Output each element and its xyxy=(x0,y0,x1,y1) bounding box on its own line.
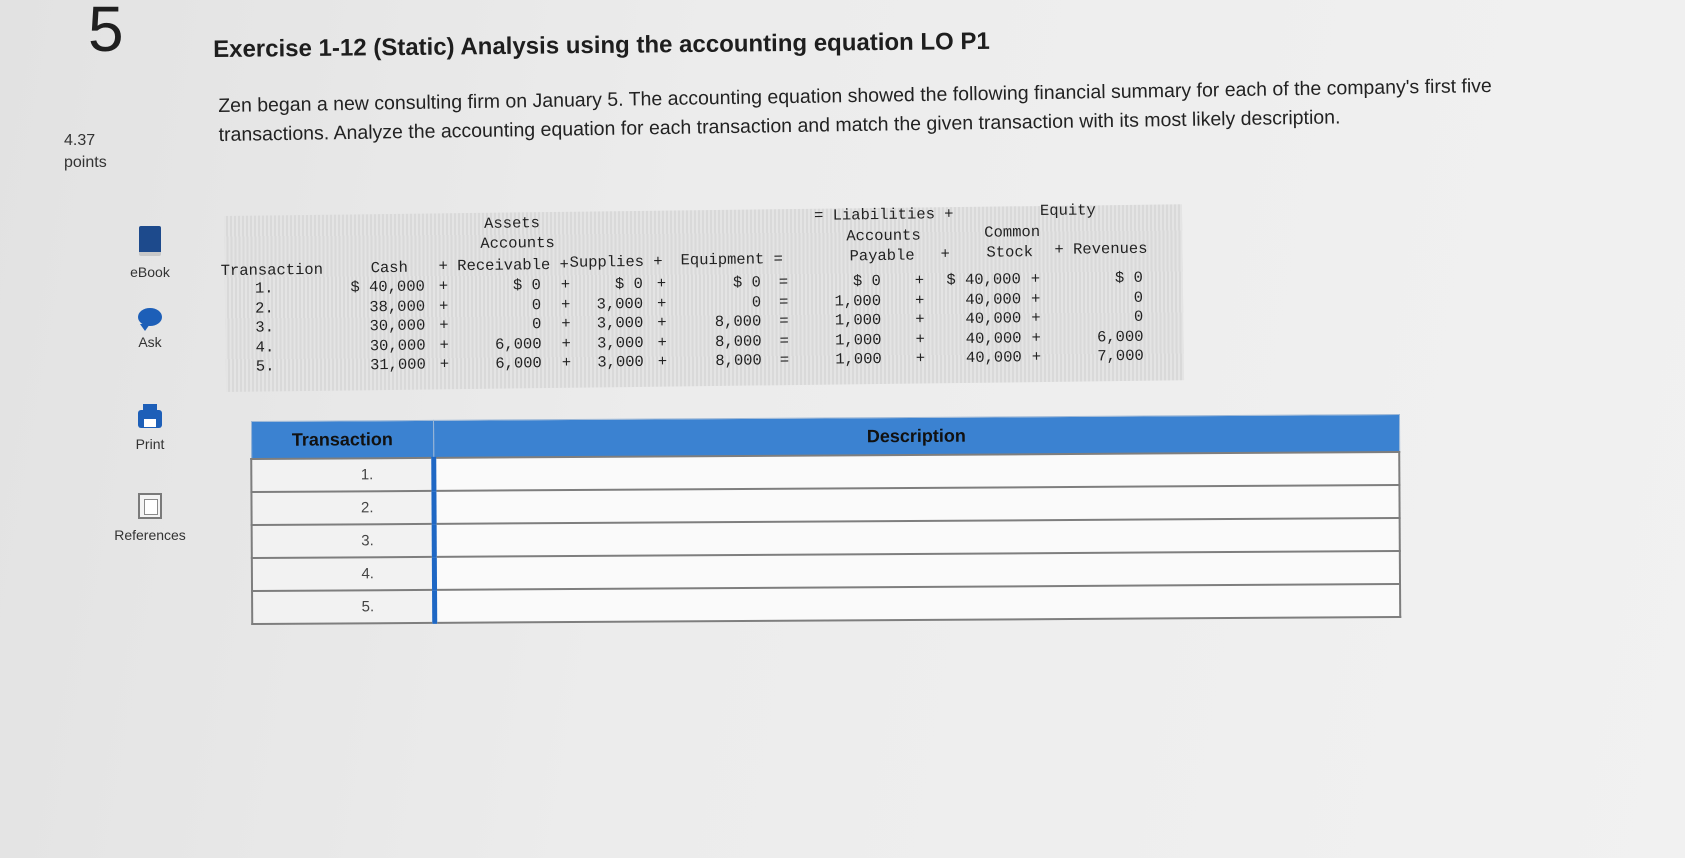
cell-operator: + xyxy=(914,290,925,310)
cell-common-stock: 40,000 xyxy=(965,289,1022,309)
ask-link[interactable] xyxy=(95,308,205,350)
cell-operator: + xyxy=(560,295,571,314)
cell-supplies: 3,000 xyxy=(596,333,644,352)
col-transaction: Transaction xyxy=(220,260,324,281)
cell-equals: = xyxy=(778,273,789,292)
cell-operator: + xyxy=(915,349,926,368)
cell-payable: $ 0 xyxy=(852,271,881,291)
cell-common-stock: 40,000 xyxy=(965,348,1022,367)
match-row-number: 3. xyxy=(252,524,435,558)
cell-equals: = xyxy=(779,312,789,331)
match-row-number: 2. xyxy=(251,491,434,525)
assets-header: Assets xyxy=(484,214,541,233)
cell-receivable: $ 0 xyxy=(512,276,541,295)
cell-operator: + xyxy=(657,352,668,371)
cell-operator: + xyxy=(1030,289,1041,308)
cell-cash: 31,000 xyxy=(369,355,426,375)
match-row-number: 1. xyxy=(251,458,434,492)
match-row-number: 4. xyxy=(252,557,435,591)
cell-transaction: 1. xyxy=(254,279,274,298)
cell-operator: + xyxy=(656,274,667,293)
references-icon xyxy=(138,493,162,519)
cell-common-stock: 40,000 xyxy=(965,328,1022,348)
cell-receivable: 6,000 xyxy=(494,334,542,354)
chat-bubble-icon xyxy=(138,308,162,326)
cell-equals: = xyxy=(779,351,790,370)
cell-supplies: 3,000 xyxy=(596,294,644,313)
cell-cash: 38,000 xyxy=(369,297,426,316)
cell-equipment: 8,000 xyxy=(714,331,762,351)
cell-equipment: 8,000 xyxy=(714,312,762,332)
cell-supplies: 3,000 xyxy=(597,352,644,372)
cell-operator: + xyxy=(657,333,667,352)
cell-operator: + xyxy=(561,353,572,372)
cell-supplies: 3,000 xyxy=(596,313,644,333)
cell-revenues: $ 0 xyxy=(1114,268,1143,288)
match-row xyxy=(252,584,1400,624)
col-revenues: + Revenues xyxy=(1054,239,1148,259)
cell-transaction: 2. xyxy=(255,298,274,318)
cell-revenues: 0 xyxy=(1133,288,1144,307)
cell-receivable: 6,000 xyxy=(495,354,542,373)
cell-operator: + xyxy=(915,329,925,349)
cell-operator: + xyxy=(657,313,667,332)
cell-operator: + xyxy=(439,296,449,315)
cell-common-stock: 40,000 xyxy=(965,309,1022,328)
equity-header: Equity xyxy=(1039,201,1096,221)
cell-equipment: 8,000 xyxy=(715,351,762,371)
cell-operator: + xyxy=(915,310,925,329)
ebook-label: eBook xyxy=(130,264,170,280)
cell-operator: + xyxy=(1031,348,1042,367)
ebook-link[interactable] xyxy=(95,226,205,280)
common-label: Common xyxy=(984,223,1041,242)
cell-transaction: 5. xyxy=(255,357,275,376)
cell-payable: 1,000 xyxy=(835,349,882,369)
col-cash: Cash xyxy=(370,258,408,278)
exercise-title: Exercise 1-12 (Static) Analysis using the accounting equation LO P1 xyxy=(213,27,990,63)
exercise-prompt: Zen began a new consulting firm on January 5. The accounting equation showed the following financial summary for each of the company's first five transactions. Analyze the accounting equation for each transaction and match the given transaction with its most likely description. xyxy=(218,74,1492,146)
cell-operator: + xyxy=(439,316,449,335)
cell-revenues: 0 xyxy=(1133,307,1144,326)
col-payable: Payable xyxy=(849,246,915,266)
cell-cash: 30,000 xyxy=(369,316,426,336)
cell-receivable: 0 xyxy=(531,315,542,334)
col-plus: + xyxy=(940,245,950,264)
col-supplies: Supplies + xyxy=(569,252,663,272)
question-number: 5 xyxy=(88,0,124,65)
cell-equipment: 0 xyxy=(751,292,762,312)
liabilities-header: = Liabilities + xyxy=(813,205,954,225)
cell-operator: + xyxy=(1031,309,1041,328)
accounts-label-assets: Accounts xyxy=(480,233,555,253)
cell-operator: + xyxy=(656,294,667,313)
ask-label: Ask xyxy=(138,334,162,350)
cell-revenues: 7,000 xyxy=(1097,346,1144,366)
cell-operator: + xyxy=(439,335,450,354)
cell-cash: 30,000 xyxy=(369,336,426,355)
cell-receivable: 0 xyxy=(531,295,542,314)
cell-operator: + xyxy=(561,334,572,353)
col-receivable: + Receivable + xyxy=(438,255,569,276)
cell-equals: = xyxy=(778,292,789,311)
col-equipment: Equipment = xyxy=(680,250,784,270)
points-value: 4.37 xyxy=(64,132,96,149)
cell-payable: 1,000 xyxy=(834,310,882,330)
match-col-description: Description xyxy=(433,414,1399,457)
match-col-transaction: Transaction xyxy=(251,420,434,459)
cell-operator: + xyxy=(1030,270,1041,289)
cell-cash: $ 40,000 xyxy=(350,277,425,297)
cell-transaction: 3. xyxy=(255,318,275,337)
match-table xyxy=(250,414,1401,625)
accounting-equation-table xyxy=(220,201,1184,392)
cell-payable: 1,000 xyxy=(834,291,882,311)
references-link[interactable] xyxy=(95,493,205,543)
cell-operator: + xyxy=(439,355,450,374)
cell-equals: = xyxy=(779,331,789,350)
match-row-number: 5. xyxy=(252,590,435,624)
points-label: points xyxy=(64,154,107,171)
cell-payable: 1,000 xyxy=(834,330,882,350)
print-label: Print xyxy=(135,436,165,452)
print-link[interactable] xyxy=(95,410,205,452)
accounts-label-liabilities: Accounts xyxy=(846,226,921,246)
cell-operator: + xyxy=(561,314,571,333)
col-stock: Stock xyxy=(986,243,1034,262)
points-block xyxy=(64,130,107,174)
cell-operator: + xyxy=(914,271,925,290)
cell-supplies: $ 0 xyxy=(614,274,643,294)
cell-operator: + xyxy=(1031,328,1041,347)
cell-revenues: 6,000 xyxy=(1096,327,1144,346)
printer-icon xyxy=(138,410,162,428)
description-select[interactable] xyxy=(435,584,1401,623)
cell-common-stock: $ 40,000 xyxy=(946,270,1021,290)
cell-transaction: 4. xyxy=(255,337,275,357)
book-icon xyxy=(139,226,161,256)
references-label: References xyxy=(114,527,186,543)
cell-operator: + xyxy=(560,275,571,294)
cell-operator: + xyxy=(438,277,449,296)
cell-equipment: $ 0 xyxy=(732,273,761,292)
